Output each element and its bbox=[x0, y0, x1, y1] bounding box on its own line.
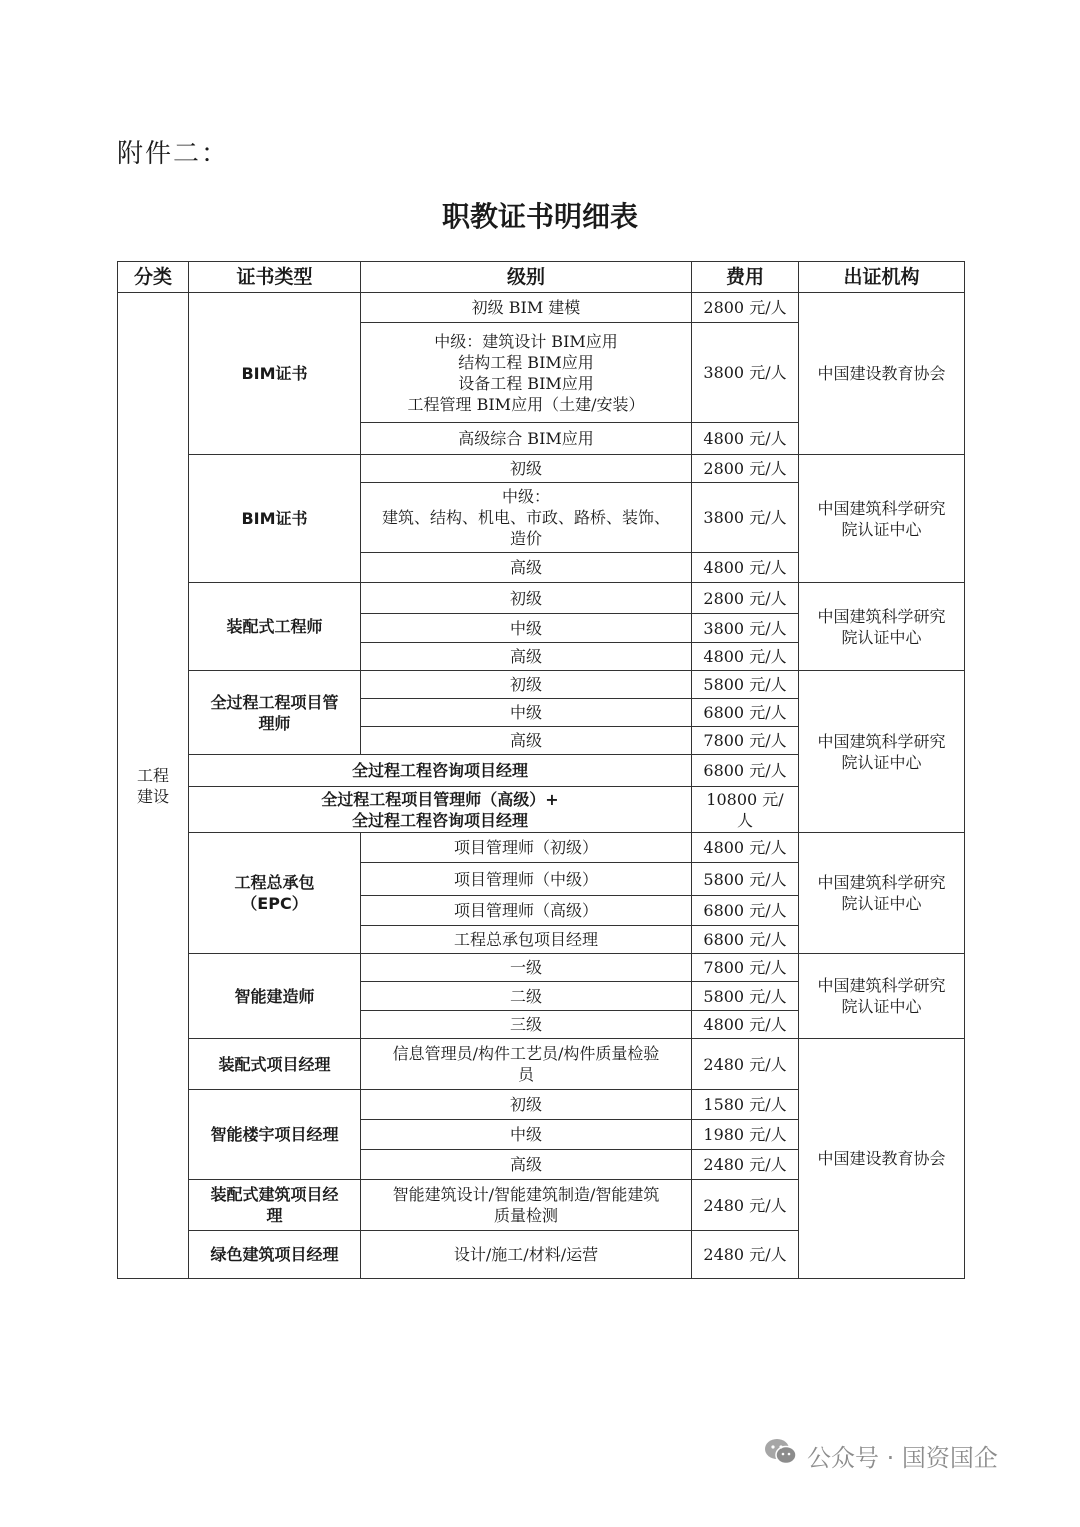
category-cell: 工程 建设 bbox=[118, 293, 189, 1279]
level-cell: 项目管理师（中级） bbox=[361, 863, 692, 896]
level-cell: 中级：建筑设计 BIM应用 结构工程 BIM应用 设备工程 BIM应用 工程管理 BIM应用（土建/安装） bbox=[361, 323, 692, 423]
fee-cell: 2480 元/人 bbox=[692, 1039, 799, 1090]
level-cell: 中级 bbox=[361, 1120, 692, 1150]
fee-cell: 2800 元/人 bbox=[692, 455, 799, 483]
fee-cell: 2480 元/人 bbox=[692, 1150, 799, 1180]
issuer-cell: 中国建设教育协会 bbox=[799, 293, 965, 455]
page-title: 职教证书明细表 bbox=[441, 200, 638, 233]
level-cell: 初级 bbox=[361, 583, 692, 614]
fee-cell: 3800 元/人 bbox=[692, 323, 799, 423]
level-cell: 中级 bbox=[361, 699, 692, 727]
cert-type-cell: 智能楼宇项目经理 bbox=[189, 1090, 361, 1180]
level-cell: 高级 bbox=[361, 727, 692, 755]
fee-cell: 2800 元/人 bbox=[692, 293, 799, 323]
header-level: 级别 bbox=[361, 262, 692, 293]
level-cell: 高级 bbox=[361, 553, 692, 583]
fee-cell: 6800 元/人 bbox=[692, 699, 799, 727]
table-row bbox=[118, 1039, 965, 1090]
issuer-cell: 中国建设教育协会 bbox=[799, 1039, 965, 1279]
cert-type-cell: 全过程工程咨询项目经理 bbox=[189, 755, 692, 787]
fee-cell: 4800 元/人 bbox=[692, 553, 799, 583]
level-cell: 一级 bbox=[361, 954, 692, 982]
cert-type-cell: 装配式项目经理 bbox=[189, 1039, 361, 1090]
fee-cell: 3800 元/人 bbox=[692, 614, 799, 643]
issuer-cell: 中国建筑科学研究 院认证中心 bbox=[799, 583, 965, 671]
fee-cell: 7800 元/人 bbox=[692, 727, 799, 755]
table-row bbox=[118, 954, 965, 982]
level-cell: 高级综合 BIM应用 bbox=[361, 423, 692, 455]
level-cell: 工程总承包项目经理 bbox=[361, 926, 692, 954]
fee-cell: 6800 元/人 bbox=[692, 896, 799, 926]
header-type: 证书类型 bbox=[189, 262, 361, 293]
table-header-row bbox=[118, 262, 965, 293]
level-cell: 初级 bbox=[361, 455, 692, 483]
fee-cell: 6800 元/人 bbox=[692, 926, 799, 954]
level-cell: 设计/施工/材料/运营 bbox=[361, 1231, 692, 1279]
level-cell: 二级 bbox=[361, 982, 692, 1011]
certificate-table bbox=[117, 261, 965, 1279]
level-cell: 高级 bbox=[361, 1150, 692, 1180]
wechat-icon bbox=[763, 1436, 799, 1474]
level-cell: 中级 bbox=[361, 614, 692, 643]
cert-type-cell: 装配式工程师 bbox=[189, 583, 361, 671]
fee-cell: 3800 元/人 bbox=[692, 483, 799, 553]
cert-type-cell: BIM证书 bbox=[189, 293, 361, 455]
header-issuer: 出证机构 bbox=[799, 262, 965, 293]
level-cell: 智能建筑设计/智能建筑制造/智能建筑 质量检测 bbox=[361, 1180, 692, 1231]
cert-type-cell: 工程总承包 （EPC） bbox=[189, 833, 361, 954]
fee-cell: 6800 元/人 bbox=[692, 755, 799, 787]
level-cell: 中级： 建筑、结构、机电、市政、路桥、装饰、 造价 bbox=[361, 483, 692, 553]
level-cell: 初级 BIM 建模 bbox=[361, 293, 692, 323]
cert-type-cell: 全过程工程项目管理师（高级）+ 全过程工程咨询项目经理 bbox=[189, 787, 692, 833]
cert-type-cell: 智能建造师 bbox=[189, 954, 361, 1039]
table-row bbox=[118, 583, 965, 614]
level-cell: 信息管理员/构件工艺员/构件质量检验 员 bbox=[361, 1039, 692, 1090]
level-cell: 项目管理师（初级） bbox=[361, 833, 692, 863]
fee-cell: 2800 元/人 bbox=[692, 583, 799, 614]
watermark-text: 公众号 · 国资国企 bbox=[807, 1443, 998, 1472]
fee-cell: 5800 元/人 bbox=[692, 982, 799, 1011]
table-row bbox=[118, 671, 965, 699]
issuer-cell: 中国建筑科学研究 院认证中心 bbox=[799, 833, 965, 954]
fee-cell: 4800 元/人 bbox=[692, 643, 799, 671]
level-cell: 三级 bbox=[361, 1011, 692, 1039]
fee-cell: 4800 元/人 bbox=[692, 1011, 799, 1039]
issuer-cell: 中国建筑科学研究 院认证中心 bbox=[799, 954, 965, 1039]
issuer-cell: 中国建筑科学研究 院认证中心 bbox=[799, 671, 965, 833]
watermark bbox=[763, 1435, 998, 1475]
cert-type-cell: 全过程工程项目管 理师 bbox=[189, 671, 361, 755]
fee-cell: 2480 元/人 bbox=[692, 1180, 799, 1231]
attachment-label: 附件二： bbox=[117, 139, 230, 169]
fee-cell: 5800 元/人 bbox=[692, 671, 799, 699]
level-cell: 初级 bbox=[361, 1090, 692, 1120]
fee-cell: 5800 元/人 bbox=[692, 863, 799, 896]
fee-cell: 7800 元/人 bbox=[692, 954, 799, 982]
fee-cell: 10800 元/ 人 bbox=[692, 787, 799, 833]
fee-cell: 4800 元/人 bbox=[692, 423, 799, 455]
header-category: 分类 bbox=[118, 262, 189, 293]
fee-cell: 4800 元/人 bbox=[692, 833, 799, 863]
level-cell: 高级 bbox=[361, 643, 692, 671]
cert-type-cell: BIM证书 bbox=[189, 455, 361, 583]
cert-type-cell: 装配式建筑项目经 理 bbox=[189, 1180, 361, 1231]
table-row bbox=[118, 293, 965, 323]
fee-cell: 1580 元/人 bbox=[692, 1090, 799, 1120]
level-cell: 项目管理师（高级） bbox=[361, 896, 692, 926]
issuer-cell: 中国建筑科学研究 院认证中心 bbox=[799, 455, 965, 583]
header-fee: 费用 bbox=[692, 262, 799, 293]
table-row bbox=[118, 455, 965, 483]
level-cell: 初级 bbox=[361, 671, 692, 699]
table-row bbox=[118, 833, 965, 863]
fee-cell: 1980 元/人 bbox=[692, 1120, 799, 1150]
fee-cell: 2480 元/人 bbox=[692, 1231, 799, 1279]
cert-type-cell: 绿色建筑项目经理 bbox=[189, 1231, 361, 1279]
